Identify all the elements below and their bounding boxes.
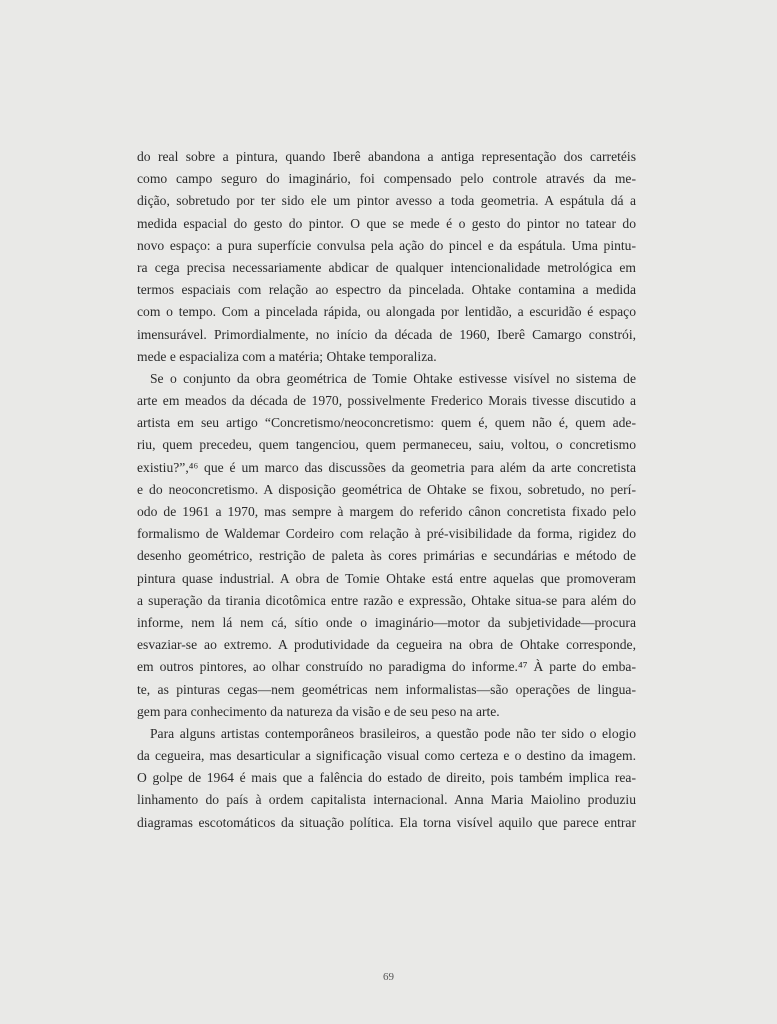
text-line: riu, quem precedeu, quem tangenciou, quem permaneceu, saiu, voltou, o concretismo	[137, 437, 636, 453]
text-line: te, as pinturas cegas—nem geométricas nem informalistas—são operações de lingua-	[137, 681, 636, 697]
text-line: linhamento do país à ordem capitalista internacional. Anna Maria Maiolino produziu	[137, 792, 636, 808]
text-line: odo de 1961 a 1970, mas sempre à margem do referido cânon concretista fixado pelo	[137, 504, 636, 519]
text-line: a superação da tirania dicotômica entre razão e expressão, Ohtake situa-se para além do	[137, 592, 636, 608]
text-line: e do neoconcretismo. A disposição geométrica de Ohtake se fixou, sobretudo, no perí-	[137, 481, 636, 497]
page-number: 69	[383, 971, 394, 983]
text-line: pintura quase industrial. A obra de Tomie Ohtake está entre aquelas que promoveram	[137, 570, 636, 586]
text-line: artista em seu artigo “Concretismo/neoconcretismo: quem é, quem não é, quem ade-	[137, 415, 636, 431]
text-line: mede e espacializa com a matéria; Ohtake temporaliza.	[137, 348, 437, 364]
text-line: desenho geométrico, restrição de paleta às cores primárias e secundárias e método de	[137, 548, 636, 564]
text-line: existiu?”,⁴⁶ que é um marco das discussões da geometria para além da arte concretista	[137, 459, 636, 475]
text-line: medida espacial do gesto do pintor. O que se mede é o gesto do pintor no tatear do	[137, 215, 636, 231]
text-line: dição, sobretudo por ter sido ele um pintor avesso a toda geometria. A espátula dá a	[137, 193, 636, 209]
text-line: O golpe de 1964 é mais que a falência do estado de direito, pois também implica rea-	[137, 770, 636, 786]
text-line: Para alguns artistas contemporâneos brasileiros, a questão pode não ter sido o elogio	[150, 725, 636, 741]
text-line: da cegueira, mas desarticular a significação visual como certeza e o destino da imagem.	[137, 748, 636, 764]
text-line: Se o conjunto da obra geométrica de Tomie Ohtake estivesse visível no sistema de	[150, 370, 636, 386]
text-line: imensurável. Primordialmente, no início da década de 1960, Iberê Camargo constrói,	[137, 326, 636, 342]
text-line: com o tempo. Com a pincelada rápida, ou alongada por lentidão, a escuridão é espaço	[137, 304, 636, 320]
text-line: termos espaciais com relação ao espectro da pincelada. Ohtake contamina a medida	[137, 282, 636, 298]
text-line: ra cega precisa necessariamente abdicar de qualquer intencionalidade metrológica em	[137, 259, 636, 275]
text-line: formalismo de Waldemar Cordeiro com relação à pré-visibilidade da forma, rigidez do	[137, 526, 636, 542]
text-line: gem para conhecimento da natureza da visão e de seu peso na arte.	[137, 703, 500, 719]
text-line: do real sobre a pintura, quando Iberê abandona a antiga representação dos carretéis	[137, 149, 636, 164]
text-line: em outros pintores, ao olhar construído no paradigma do informe.⁴⁷ À parte do emba-	[137, 659, 636, 675]
text-line: arte em meados da década de 1970, possivelmente Frederico Morais tivesse discutido a	[137, 393, 636, 409]
text-line: como campo seguro do imaginário, foi compensado pelo controle através da me-	[137, 171, 636, 187]
body-text	[137, 146, 636, 834]
text-line: informe, nem lá nem cá, sítio onde o imaginário—motor da subjetividade—procura	[137, 614, 636, 630]
text-line: novo espaço: a pura superfície convulsa pela ação do pincel e da espátula. Uma pintu-	[137, 237, 636, 253]
text-line: diagramas escotomáticos da situação política. Ela torna visível aquilo que parece entrar	[137, 814, 636, 830]
text-line: esvaziar-se ao extremo. A produtividade da cegueira na obra de Ohtake corresponde,	[137, 637, 636, 653]
